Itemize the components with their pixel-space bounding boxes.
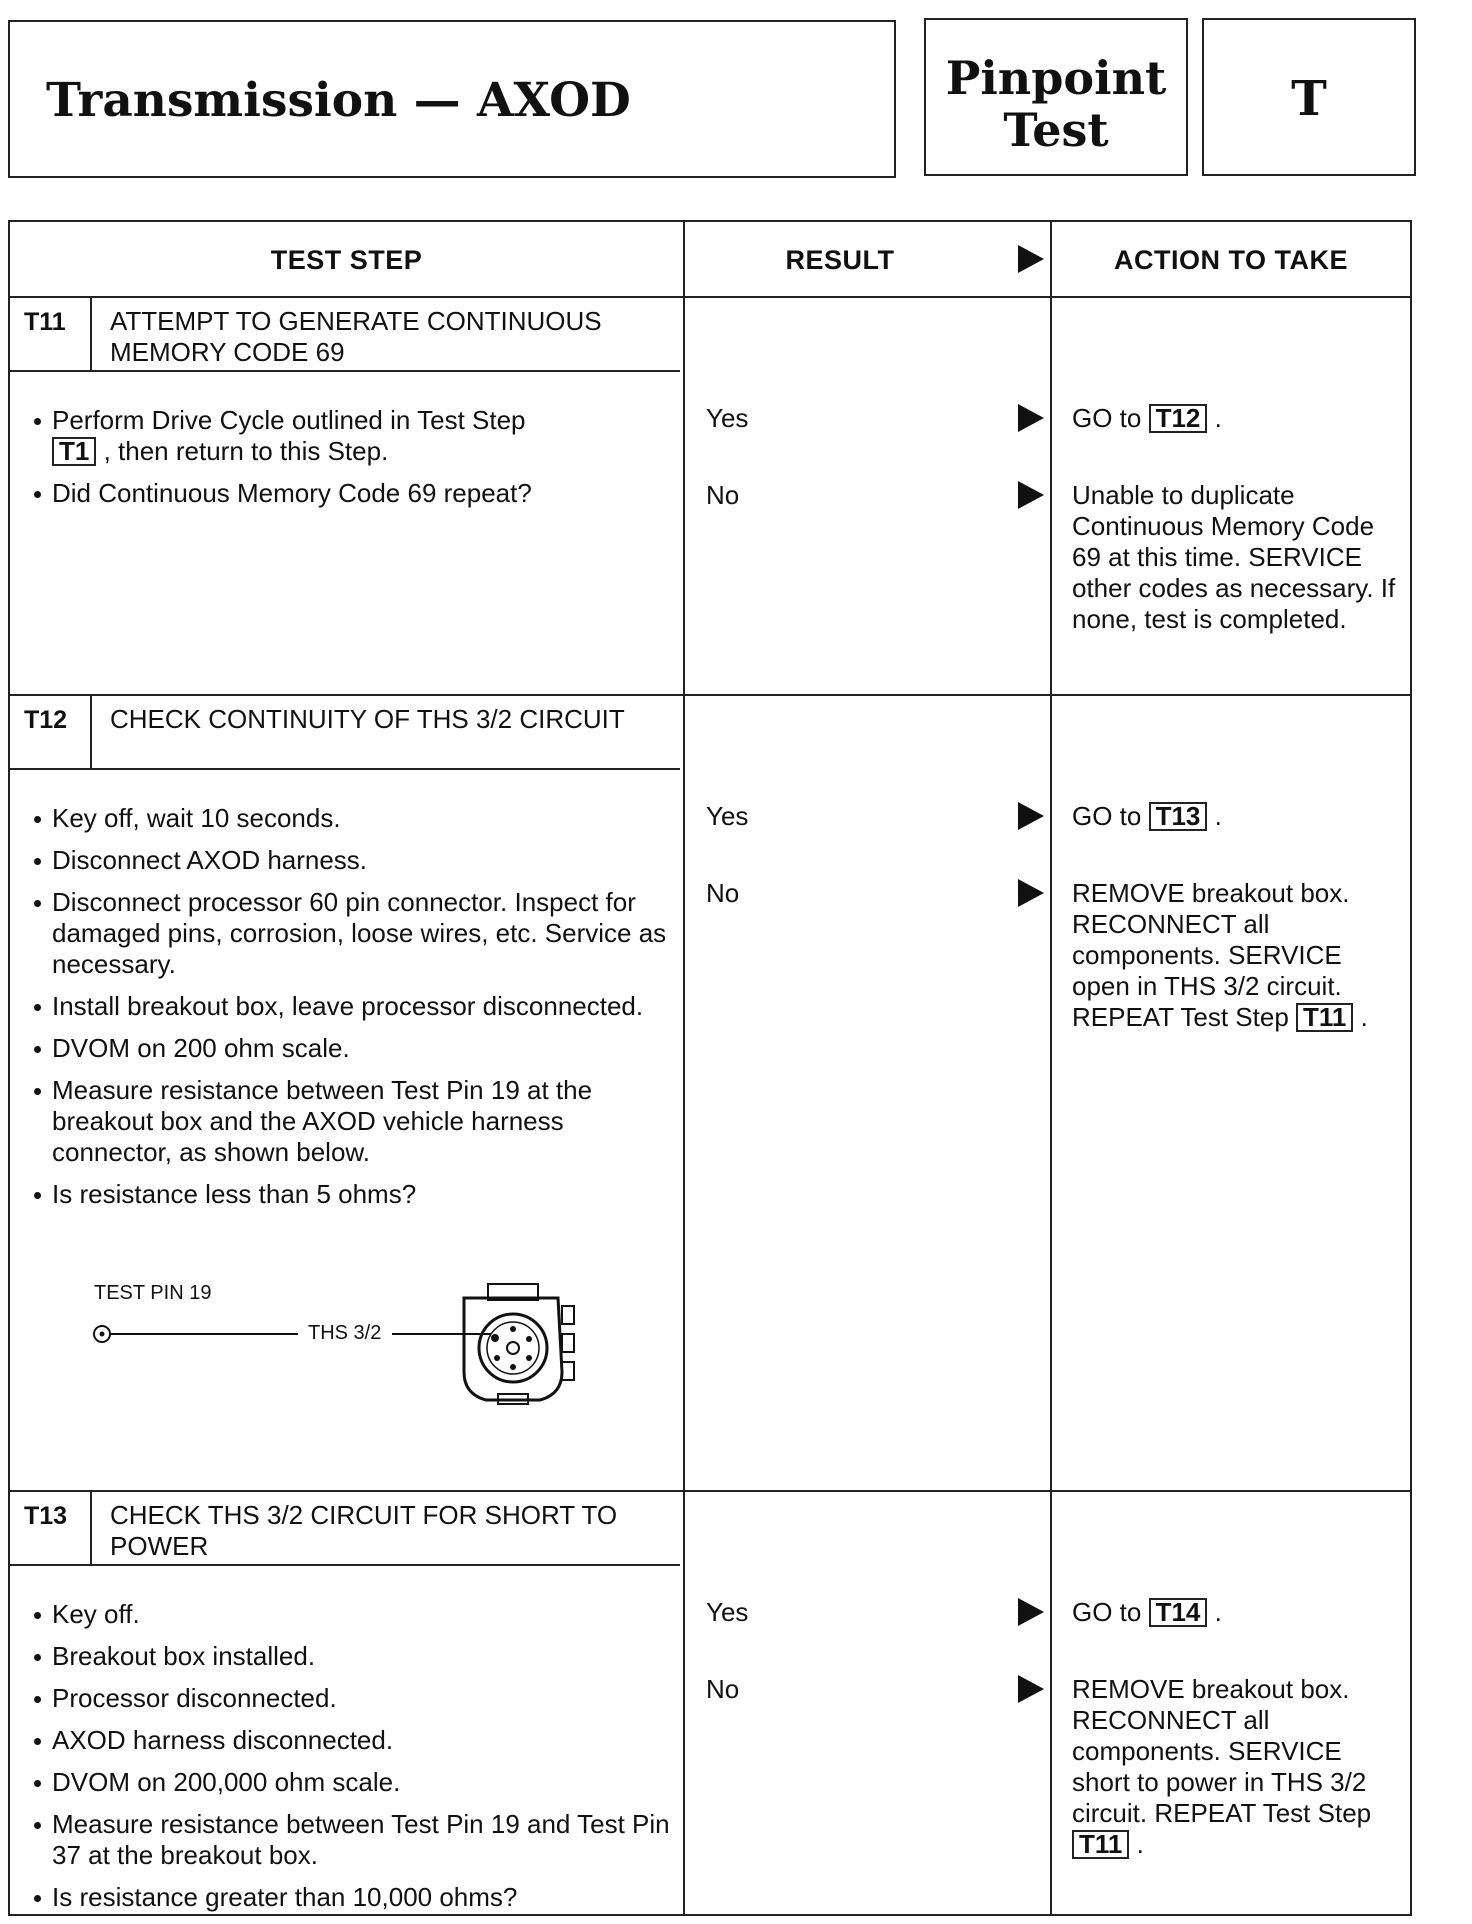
- result-no: No: [706, 480, 740, 510]
- list-item: DVOM on 200,000 ohm scale.: [30, 1767, 670, 1798]
- step-reference: T13: [1149, 802, 1208, 831]
- step-header-t13: [10, 1492, 680, 1566]
- title-box: [8, 20, 896, 178]
- pinpoint-label: Pinpoint: [945, 51, 1167, 105]
- list-item: Measure resistance between Test Pin 19 and Test Pin 37 at the breakout box.: [30, 1809, 670, 1871]
- result-yes: Yes: [706, 1597, 749, 1627]
- step-header-t12: [10, 696, 680, 770]
- action-no: REMOVE breakout box. RECONNECT all components. SERVICE open in THS 3/2 circuit. REPEAT Test Step T11 .: [1072, 878, 1368, 1032]
- connector-drawing: [88, 1282, 598, 1412]
- result-no: No: [706, 1674, 740, 1704]
- arrow-icon: [1018, 1675, 1044, 1703]
- list-item: AXOD harness disconnected.: [30, 1725, 670, 1756]
- connector-diagram: [88, 1282, 598, 1412]
- arrow-icon: [1018, 1598, 1044, 1626]
- section-letter-box: [1202, 18, 1416, 176]
- arrow-icon: [1018, 879, 1044, 907]
- list-item: Key off.: [30, 1599, 670, 1630]
- list-item: Install breakout box, leave processor disconnected.: [30, 991, 670, 1022]
- column-header-test-step: TEST STEP: [270, 245, 423, 275]
- step-reference: T12: [1149, 404, 1208, 433]
- list-item: Processor disconnected.: [30, 1683, 670, 1714]
- list-item: Is resistance less than 5 ohms?: [30, 1179, 670, 1210]
- section-letter: T: [1291, 71, 1327, 127]
- action-yes: GO to T13 .: [1072, 801, 1222, 831]
- step-bullets-t12: [30, 803, 670, 1221]
- step-title: ATTEMPT TO GENERATE CONTINUOUS MEMORY CODE 69: [110, 306, 602, 367]
- step-number: T13: [10, 1492, 92, 1564]
- step-bullets-t13: [30, 1599, 670, 1924]
- step-reference: T11: [1072, 1830, 1129, 1859]
- list-item: Disconnect processor 60 pin connector. Inspect for damaged pins, corrosion, loose wires, etc. Service as necessary.: [30, 887, 670, 980]
- column-header-action: ACTION TO TAKE: [1114, 245, 1348, 275]
- step-reference: T11: [1296, 1003, 1353, 1032]
- list-item: Perform Drive Cycle outlined in Test Step T1 , then return to this Step.: [30, 405, 670, 467]
- list-item: Measure resistance between Test Pin 19 at the breakout box and the AXOD vehicle harness connector, as shown below.: [30, 1075, 670, 1168]
- step-header-t11: [10, 298, 680, 372]
- list-item: Did Continuous Memory Code 69 repeat?: [30, 478, 670, 509]
- arrow-icon: [1018, 404, 1044, 432]
- arrow-icon: [1018, 802, 1044, 830]
- result-arrow-icon: [1018, 245, 1044, 273]
- list-item: Breakout box installed.: [30, 1641, 670, 1672]
- step-reference: T14: [1149, 1598, 1208, 1627]
- circuit-label: THS 3/2: [308, 1322, 382, 1344]
- step-reference: T1: [52, 437, 96, 466]
- step-title: CHECK CONTINUITY OF THS 3/2 CIRCUIT: [110, 704, 625, 734]
- list-item: DVOM on 200 ohm scale.: [30, 1033, 670, 1064]
- column-divider-2: [1050, 220, 1052, 1916]
- step-title: CHECK THS 3/2 CIRCUIT FOR SHORT TO POWER: [110, 1500, 618, 1561]
- list-item: Disconnect AXOD harness.: [30, 845, 670, 876]
- action-no: Unable to duplicate Continuous Memory Code 69 at this time. SERVICE other codes as necessary. If none, test is completed.: [1072, 480, 1396, 634]
- result-yes: Yes: [706, 801, 749, 831]
- step-number: T11: [10, 298, 92, 370]
- step-number: T12: [10, 696, 92, 768]
- step-bullets-t11: [30, 405, 670, 520]
- list-item: Key off, wait 10 seconds.: [30, 803, 670, 834]
- result-no: No: [706, 878, 740, 908]
- column-divider-1: [683, 220, 685, 1916]
- list-item: Is resistance greater than 10,000 ohms?: [30, 1882, 670, 1913]
- pinpoint-test-box: [924, 18, 1188, 176]
- action-yes: GO to T12 .: [1072, 403, 1222, 433]
- page-title: Transmission — AXOD: [46, 73, 631, 128]
- arrow-icon: [1018, 481, 1044, 509]
- action-no: REMOVE breakout box. RECONNECT all components. SERVICE short to power in THS 3/2 circuit. REPEAT Test Step T11 .: [1072, 1674, 1372, 1859]
- action-yes: GO to T14 .: [1072, 1597, 1222, 1627]
- result-yes: Yes: [706, 403, 749, 433]
- test-pin-label: TEST PIN 19: [94, 1282, 212, 1304]
- test-label: Test: [1003, 103, 1109, 157]
- column-header-result: RESULT: [785, 245, 895, 275]
